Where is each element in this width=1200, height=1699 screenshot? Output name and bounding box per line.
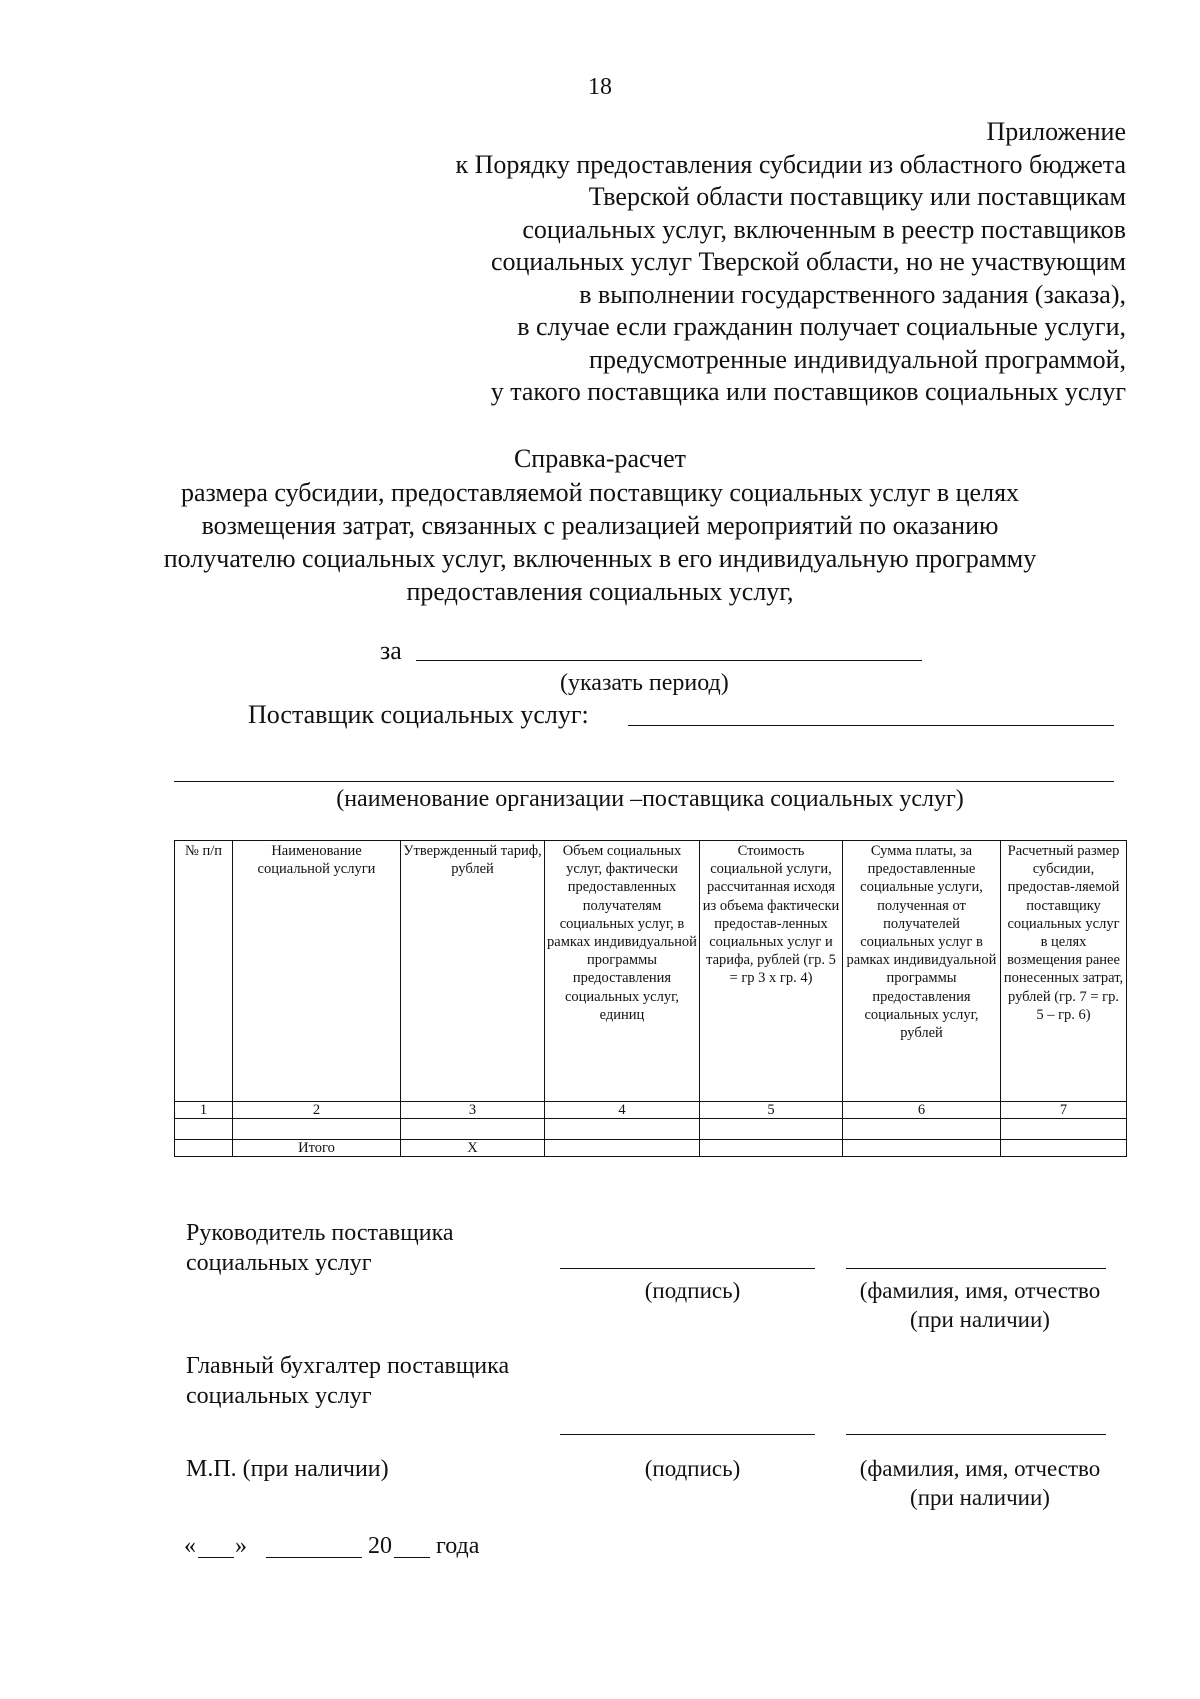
appendix-line: в случае если гражданин получает социальные услуги, <box>517 312 1126 341</box>
supplier-label: Поставщик социальных услуг: <box>248 700 589 729</box>
column-number: 5 <box>700 1102 843 1119</box>
table-cell[interactable] <box>175 1119 233 1140</box>
table-cell[interactable] <box>1001 1119 1127 1140</box>
total-row <box>175 1140 1127 1157</box>
page-number: 18 <box>588 74 612 100</box>
head-name-hint: (фамилия, имя, отчество (при наличии) <box>859 1278 1101 1332</box>
organization-hint: (наименование организации –поставщика социальных услуг) <box>336 786 964 812</box>
accountant-name-line[interactable] <box>846 1433 1106 1435</box>
head-signature-hint: (подпись) <box>644 1278 741 1303</box>
header-cell: Наименование социальной услуги <box>233 841 401 1102</box>
header-cell: Сумма платы, за предоставленные социальные услуги, полученная от получателей социальных услуг в рамках индивидуальной программы предоставления социальных услуг, рублей <box>843 841 1001 1102</box>
table-header-row <box>175 841 1127 1102</box>
date-year-prefix: 20 <box>368 1533 392 1559</box>
document-subtitle: размера субсидии, предоставляемой поставщику социальных услуг в целях возмещения затрат, связанных с реализацией мероприятий по оказанию получателю социальных услуг, включенных в его индивидуальную программу предоставления социальных услуг, <box>163 478 1037 606</box>
date-year-line[interactable] <box>394 1556 430 1558</box>
total-label: Итого <box>233 1140 401 1157</box>
table-cell[interactable] <box>843 1140 1001 1157</box>
column-number-row <box>175 1102 1127 1119</box>
date-year-suffix: года <box>436 1533 480 1559</box>
appendix-header <box>326 116 1126 409</box>
period-hint: (указать период) <box>560 670 729 696</box>
appendix-line: к Порядку предоставления субсидии из областного бюджета <box>455 149 1126 179</box>
column-number: 7 <box>1001 1102 1127 1119</box>
table-cell[interactable] <box>545 1119 700 1140</box>
appendix-line: в выполнении государственного задания (заказа), <box>579 279 1126 309</box>
table-cell[interactable] <box>700 1140 843 1157</box>
table-cell[interactable] <box>233 1119 401 1140</box>
column-number: 6 <box>843 1102 1001 1119</box>
date-month-line[interactable] <box>266 1556 362 1558</box>
head-label: Руководитель поставщика социальных услуг <box>186 1220 454 1276</box>
date-close-quote: » <box>235 1533 247 1559</box>
appendix-line: у такого поставщика или поставщиков социальных услуг <box>490 377 1126 406</box>
header-cell: Расчетный размер субсидии, предостав-ляемой поставщику социальных услуг в целях возмещения ранее понесенных затрат, рублей (гр. 7 = гр. 5 – гр. 6) <box>1001 841 1127 1102</box>
table-cell <box>175 1140 233 1157</box>
total-tariff: Х <box>401 1140 545 1157</box>
column-number: 4 <box>545 1102 700 1119</box>
table-cell[interactable] <box>700 1119 843 1140</box>
date-day-line[interactable] <box>198 1556 234 1558</box>
table-cell[interactable] <box>401 1119 545 1140</box>
column-number: 3 <box>401 1102 545 1119</box>
supplier-input-line[interactable] <box>628 700 1114 726</box>
table-cell[interactable] <box>843 1119 1001 1140</box>
appendix-line: социальных услуг Тверской области, но не участвующим <box>490 247 1126 276</box>
table-cell[interactable] <box>1001 1140 1127 1157</box>
column-number: 2 <box>233 1102 401 1119</box>
appendix-line: социальных услуг, включенным в реестр поставщиков <box>522 214 1126 244</box>
header-cell: Объем социальных услуг, фактически предоставленных получателям социальных услуг, в рамках индивидуальной программы предоставления социальных услуг, единиц <box>545 841 700 1102</box>
appendix-line: Тверской области поставщику или поставщикам <box>588 182 1126 211</box>
accountant-signature-hint: (подпись) <box>644 1456 741 1481</box>
document-title: Справка-расчет <box>513 444 687 473</box>
header-cell: Стоимость социальной услуги, рассчитанная исходя из объема фактически предостав-ленных социальных услуг и тарифа, рублей (гр. 5 = гр 3 х гр. 4) <box>700 841 843 1102</box>
accountant-signature-line[interactable] <box>560 1433 815 1435</box>
period-input-line[interactable] <box>416 634 922 661</box>
table-cell[interactable] <box>545 1140 700 1157</box>
date-open-quote: « <box>184 1533 196 1559</box>
header-cell: № п/п <box>175 841 233 1102</box>
accountant-label: Главный бухгалтер поставщика социальных услуг <box>186 1353 510 1409</box>
period-label: за <box>380 636 402 665</box>
header-cell: Утвержденный тариф, рублей <box>401 841 545 1102</box>
head-signature-line[interactable] <box>560 1267 815 1269</box>
calculation-table <box>174 840 1127 1157</box>
organization-input-line[interactable] <box>174 756 1114 782</box>
appendix-line: Приложение <box>986 117 1126 146</box>
accountant-name-hint: (фамилия, имя, отчество (при наличии) <box>859 1456 1101 1510</box>
table-row <box>175 1119 1127 1140</box>
stamp-label: М.П. (при наличии) <box>186 1456 389 1482</box>
appendix-line: предусмотренные индивидуальной программой, <box>589 344 1126 374</box>
column-number: 1 <box>175 1102 233 1119</box>
head-name-line[interactable] <box>846 1267 1106 1269</box>
